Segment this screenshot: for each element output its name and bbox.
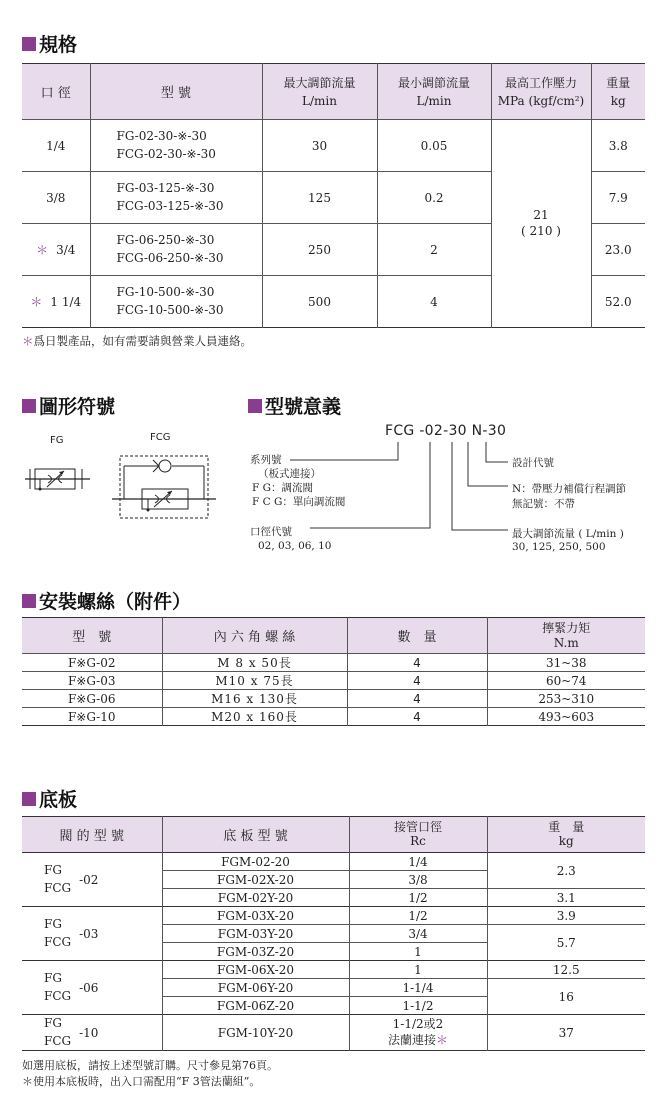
bolt-torque: 253~310	[487, 690, 645, 708]
bolt-torque: 60~74	[487, 672, 645, 690]
spec-size	[22, 172, 90, 224]
plate-model: FGM-02-20	[162, 853, 349, 871]
section-marker-icon	[22, 594, 36, 608]
section-title-model-code: 型號意義	[248, 392, 341, 419]
spec-max-flow: 500	[262, 276, 377, 328]
valve-fcg: FCG	[44, 988, 72, 1003]
spec-size	[22, 224, 90, 276]
header-size: 口 徑	[22, 64, 90, 120]
spec-weight: 7.9	[591, 172, 645, 224]
subplate-row	[22, 1015, 645, 1051]
spec-weight: 3.8	[591, 120, 645, 172]
max-flow-code-values: 30, 125, 250, 500	[512, 541, 606, 553]
plate-weight: 5.7	[487, 925, 645, 961]
n-code-none-label: 無記號：不帶	[512, 498, 575, 510]
plate-port: 1/2	[349, 907, 487, 925]
pressure-kgf: ( 210 )	[521, 223, 561, 238]
plate-model: FGM-06Z-20	[162, 997, 349, 1015]
section-marker-icon	[248, 399, 262, 413]
plate-weight: 3.1	[487, 889, 645, 907]
bolt-qty: 4	[347, 708, 487, 726]
valve-fcg: FCG	[44, 1033, 72, 1048]
section-title-subplate: 底板	[22, 785, 77, 812]
bolt-torque: 31~38	[487, 654, 645, 672]
plate-model: FGM-06X-20	[162, 961, 349, 979]
spec-note: ＊爲日製產品，如有需要請與營業人員連絡。	[22, 334, 252, 348]
header-model: 型 號	[90, 64, 262, 120]
star-mark: ＊	[30, 295, 43, 309]
bolt-torque: 493~603	[487, 708, 645, 726]
bolt-qty: 4	[347, 654, 487, 672]
section-title-spec: 規格	[22, 30, 77, 57]
symbol-fcg-label: FCG	[150, 432, 171, 443]
valve-size-code: -06	[79, 980, 99, 995]
subplate-header-plate: 底 板 型 號	[162, 817, 349, 853]
series-label: 系列號	[250, 454, 282, 466]
bolt-model: F※G-06	[22, 690, 162, 708]
pressure-mpa: 21	[533, 207, 549, 222]
size-code-label: 口徑代號	[250, 526, 292, 538]
plate-port: 1/4	[349, 853, 487, 871]
valve-size-code: -10	[79, 1025, 99, 1040]
spec-min-flow: 2	[377, 224, 491, 276]
plate-port: 1	[349, 961, 487, 979]
bolts-header-model: 型 號	[22, 618, 162, 654]
spec-size	[22, 276, 90, 328]
port-flange: 法蘭連接＊	[387, 1032, 449, 1047]
spec-model	[90, 172, 262, 224]
series-fcg-label: F C G：單向調流閥	[252, 496, 346, 508]
spec-max-flow: 250	[262, 224, 377, 276]
plate-weight: 12.5	[487, 961, 645, 979]
bolts-row	[22, 690, 645, 708]
star-mark: ＊	[36, 243, 49, 257]
spec-size-value: 1 1/4	[50, 295, 82, 309]
plate-model: FGM-10Y-20	[162, 1015, 349, 1051]
plate-weight: 37	[487, 1015, 645, 1051]
spec-max-flow: 125	[262, 172, 377, 224]
plate-model: FGM-03Y-20	[162, 925, 349, 943]
plate-port: 1-1/4	[349, 979, 487, 997]
plate-port: 3/4	[349, 925, 487, 943]
header-weight: 重量 kg	[606, 75, 631, 108]
subplate-row	[22, 853, 645, 871]
plate-weight: 2.3	[487, 853, 645, 889]
model-fg: FG-06-250-※-30	[116, 233, 215, 248]
valve-fcg: FCG	[44, 934, 72, 949]
star-mark: ＊	[436, 1032, 449, 1047]
hydraulic-symbols	[20, 444, 220, 524]
plate-port	[349, 1015, 487, 1051]
spec-min-flow: 4	[377, 276, 491, 328]
bolts-header-bolt: 內 六 角 螺 絲	[162, 618, 347, 654]
plate-model: FGM-03Z-20	[162, 943, 349, 961]
n-code-label: N：帶壓力補償行程調節	[512, 483, 627, 495]
bolt-size: M16 x 130長	[162, 690, 347, 708]
bolt-model: F※G-02	[22, 654, 162, 672]
subplate-note-1: 如選用底板，請按上述型號訂購。尺寸參見第76頁。	[22, 1059, 278, 1072]
subplate-row	[22, 961, 645, 979]
size-code-values: 02, 03, 06, 10	[258, 540, 332, 552]
valve-fg: FG	[44, 971, 62, 986]
series-fg-label: F G：調流閥	[252, 482, 314, 494]
spec-header-row	[22, 64, 645, 120]
fg-flow-control-symbol-icon	[25, 469, 90, 491]
bolts-row	[22, 708, 645, 726]
bolts-header-row	[22, 618, 645, 654]
valve-size-code: -02	[79, 872, 99, 887]
max-flow-code-label: 最大調節流量 ( L/min )	[512, 528, 624, 540]
bolts-row	[22, 654, 645, 672]
plate-port: 1	[349, 943, 487, 961]
plate-model: FGM-03X-20	[162, 907, 349, 925]
subplate-note-2: ＊使用本底板時，出入口需配用“F 3管法蘭組”。	[22, 1075, 261, 1088]
bolt-size: M10 x 75長	[162, 672, 347, 690]
plate-weight: 16	[487, 979, 645, 1015]
valve-model	[22, 961, 162, 1015]
spec-max-flow: 30	[262, 120, 377, 172]
model-fg: FG-10-500-※-30	[116, 285, 215, 300]
header-max-flow: 最大調節流量 L/min	[262, 64, 377, 120]
symbol-fg-label: FG	[50, 435, 64, 446]
header-pressure: 最高工作壓力 MPa (kgf/cm²)	[491, 64, 591, 120]
bolts-header-qty: 數 量	[347, 618, 487, 654]
subplate-header-row	[22, 817, 645, 853]
spec-size-value: 1/4	[46, 138, 66, 153]
spec-model	[90, 120, 262, 172]
bolt-size: M20 x 160長	[162, 708, 347, 726]
plate-model: FGM-02Y-20	[162, 889, 349, 907]
valve-fg: FG	[44, 1016, 62, 1031]
bolt-model: F※G-10	[22, 708, 162, 726]
plate-model: FGM-02X-20	[162, 871, 349, 889]
model-code-string: FCG -02-30 N-30	[385, 423, 507, 439]
bolt-model: F※G-03	[22, 672, 162, 690]
bolts-header-torque: 擰緊力矩 N.m	[542, 621, 591, 650]
model-fg: FG-03-125-※-30	[116, 181, 215, 196]
bolts-table	[22, 617, 645, 726]
plate-port: 3/8	[349, 871, 487, 889]
section-title-symbol: 圖形符號	[22, 392, 115, 419]
spec-weight: 52.0	[591, 276, 645, 328]
valve-model	[22, 1015, 162, 1051]
valve-fg: FG	[44, 863, 62, 878]
spec-pressure	[491, 120, 591, 328]
bolts-row	[22, 672, 645, 690]
series-sub-label: （板式連接）	[258, 468, 321, 480]
plate-weight: 3.9	[487, 907, 645, 925]
spec-min-flow: 0.2	[377, 172, 491, 224]
spec-size	[22, 120, 90, 172]
model-fcg: FCG-03-125-※-30	[116, 198, 224, 213]
spec-size-value: 3/8	[46, 190, 66, 205]
valve-fcg: FCG	[44, 880, 72, 895]
subplate-header-valve: 閥 的 型 號	[22, 817, 162, 853]
subplate-row	[22, 907, 645, 925]
valve-fg: FG	[44, 917, 62, 932]
fcg-flow-control-symbol-icon	[112, 456, 216, 518]
model-fcg: FCG-10-500-※-30	[116, 302, 224, 317]
section-marker-icon	[22, 37, 36, 51]
spec-model	[90, 276, 262, 328]
valve-model	[22, 853, 162, 907]
header-min-flow: 最小調節流量 L/min	[377, 64, 491, 120]
model-fg: FG-02-30-※-30	[116, 129, 207, 144]
spec-table	[22, 63, 645, 328]
bolt-size: M 8 x 50長	[162, 654, 347, 672]
design-code-label: 設計代號	[512, 457, 554, 469]
section-marker-icon	[22, 792, 36, 806]
valve-size-code: -03	[79, 926, 99, 941]
spec-row	[22, 120, 645, 172]
plate-port: 1/2	[349, 889, 487, 907]
spec-model	[90, 224, 262, 276]
bolt-qty: 4	[347, 690, 487, 708]
valve-model	[22, 907, 162, 961]
subplate-header-port: 接管口徑 Rc	[349, 817, 487, 853]
subplate-header-weight: 重 量 kg	[548, 819, 585, 848]
port-size: 1-1/2或2	[392, 1016, 444, 1031]
plate-model: FGM-06Y-20	[162, 979, 349, 997]
spec-weight: 23.0	[591, 224, 645, 276]
spec-size-value: 3/4	[56, 243, 76, 257]
bolt-qty: 4	[347, 672, 487, 690]
model-fcg: FCG-02-30-※-30	[116, 146, 216, 161]
plate-port: 1-1/2	[349, 997, 487, 1015]
section-title-bolts: 安裝螺絲（附件）	[22, 587, 191, 614]
subplate-table	[22, 816, 645, 1051]
model-fcg: FCG-06-250-※-30	[116, 250, 224, 265]
section-marker-icon	[22, 399, 36, 413]
spec-min-flow: 0.05	[377, 120, 491, 172]
